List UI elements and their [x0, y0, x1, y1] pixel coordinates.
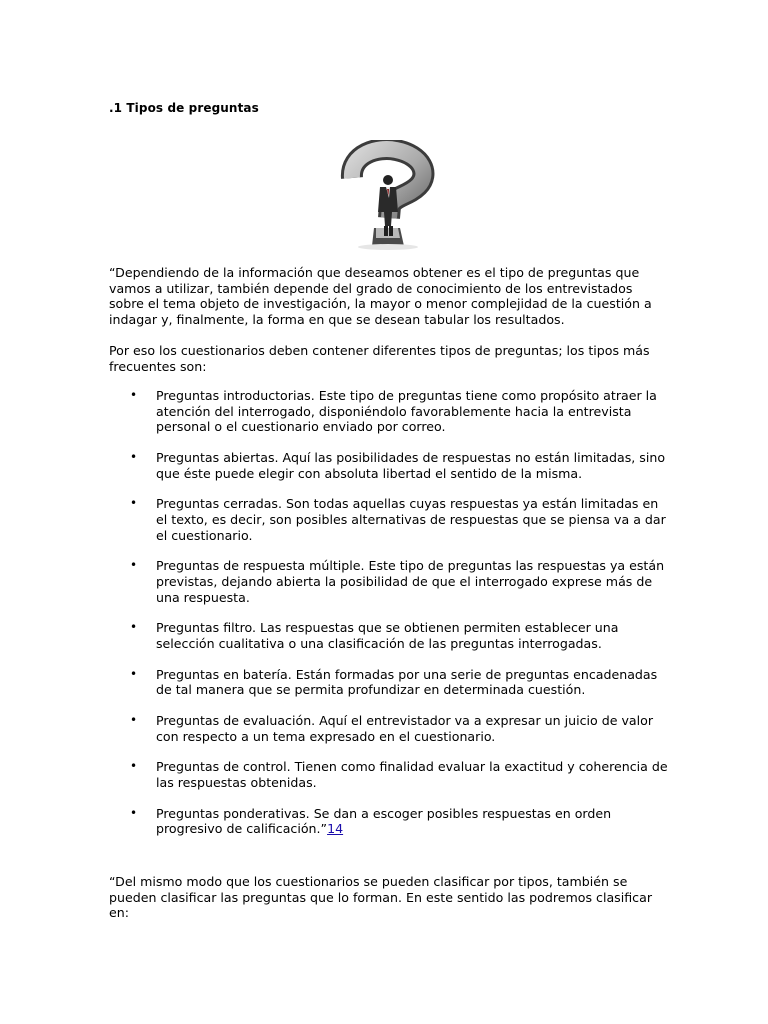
list-item [109, 806, 669, 837]
list-item [109, 759, 669, 790]
bullet-icon: • [130, 388, 138, 402]
intro-paragraph: “Dependiendo de la información que deseamos obtener es el tipo de preguntas que vamos a utilizar, también depende del grado de conocimiento de los entrevistados sobre el tema objeto de investigación, la mayor o menor complejidad de la cuestión a indagar y, finalmente, la forma en que se desean tabular los resultados. [109, 265, 652, 327]
closing-paragraph: “Del mismo modo que los cuestionarios se pueden clasificar por tipos, también se pueden clasificar las preguntas que lo forman. En este sentido las podremos clasificar en: [109, 874, 652, 921]
question-types-list [109, 388, 669, 852]
bullet-icon: • [130, 713, 138, 728]
footnote-link[interactable]: 14 [327, 821, 344, 837]
bullet-icon: • [130, 449, 138, 464]
question-mark-person-icon [332, 140, 440, 254]
bullet-icon: • [130, 805, 138, 820]
bullet-icon: • [130, 759, 138, 774]
list-item [109, 713, 669, 744]
list-item-text: Preguntas cerradas. Son todas aquellas cuyas respuestas ya están limitadas en el texto, es decir, son posibles alternativas de respuestas que se piensa va a dar el cuestionario. [156, 496, 666, 543]
list-item [109, 450, 669, 481]
bullet-icon: • [130, 558, 138, 573]
list-item [109, 558, 669, 605]
list-item-text: Preguntas de control. Tienen como finalidad evaluar la exactitud y coherencia de las respuestas obtenidas. [156, 759, 668, 790]
list-item-text: Preguntas introductorias. Este tipo de preguntas tiene como propósito atraer la atención del interrogado, disponiéndolo favorablemente hacia la entrevista personal o el cuestionario enviado por correo. [156, 388, 657, 435]
list-item [109, 667, 669, 698]
list-item-text: Preguntas filtro. Las respuestas que se obtienen permiten establecer una selección cualitativa o una clasificación de las preguntas interrogadas. [156, 620, 619, 651]
list-item [109, 620, 669, 651]
list-item [109, 388, 669, 435]
list-item-text: Preguntas de respuesta múltiple. Este tipo de preguntas las respuestas ya están previstas, dejando abierta la posibilidad de que el interrogado exprese más de una respuesta. [156, 558, 665, 605]
list-item-text: Preguntas de evaluación. Aquí el entrevistador va a expresar un juicio de valor con respecto a un tema expresado en el cuestionario. [156, 713, 654, 744]
bullet-icon: • [130, 666, 138, 681]
list-item-text: Preguntas en batería. Están formadas por una serie de preguntas encadenadas de tal manera que se permita profundizar en determinada cuestión. [156, 666, 658, 698]
bullet-icon: • [130, 496, 138, 511]
bullet-icon: • [130, 620, 138, 635]
list-item-text: Preguntas abiertas. Aquí las posibilidades de respuestas no están limitadas, sino que éste puede elegir con absoluta libertad el sentido de la misma. [156, 449, 666, 481]
list-item [109, 496, 669, 543]
list-item-text: Preguntas ponderativas. Se dan a escoger posibles respuestas en orden progresivo de calificación.” [156, 805, 612, 837]
section-heading: .1 Tipos de preguntas [109, 101, 259, 115]
lead-paragraph: Por eso los cuestionarios deben contener diferentes tipos de preguntas; los tipos más frecuentes son: [109, 343, 650, 374]
